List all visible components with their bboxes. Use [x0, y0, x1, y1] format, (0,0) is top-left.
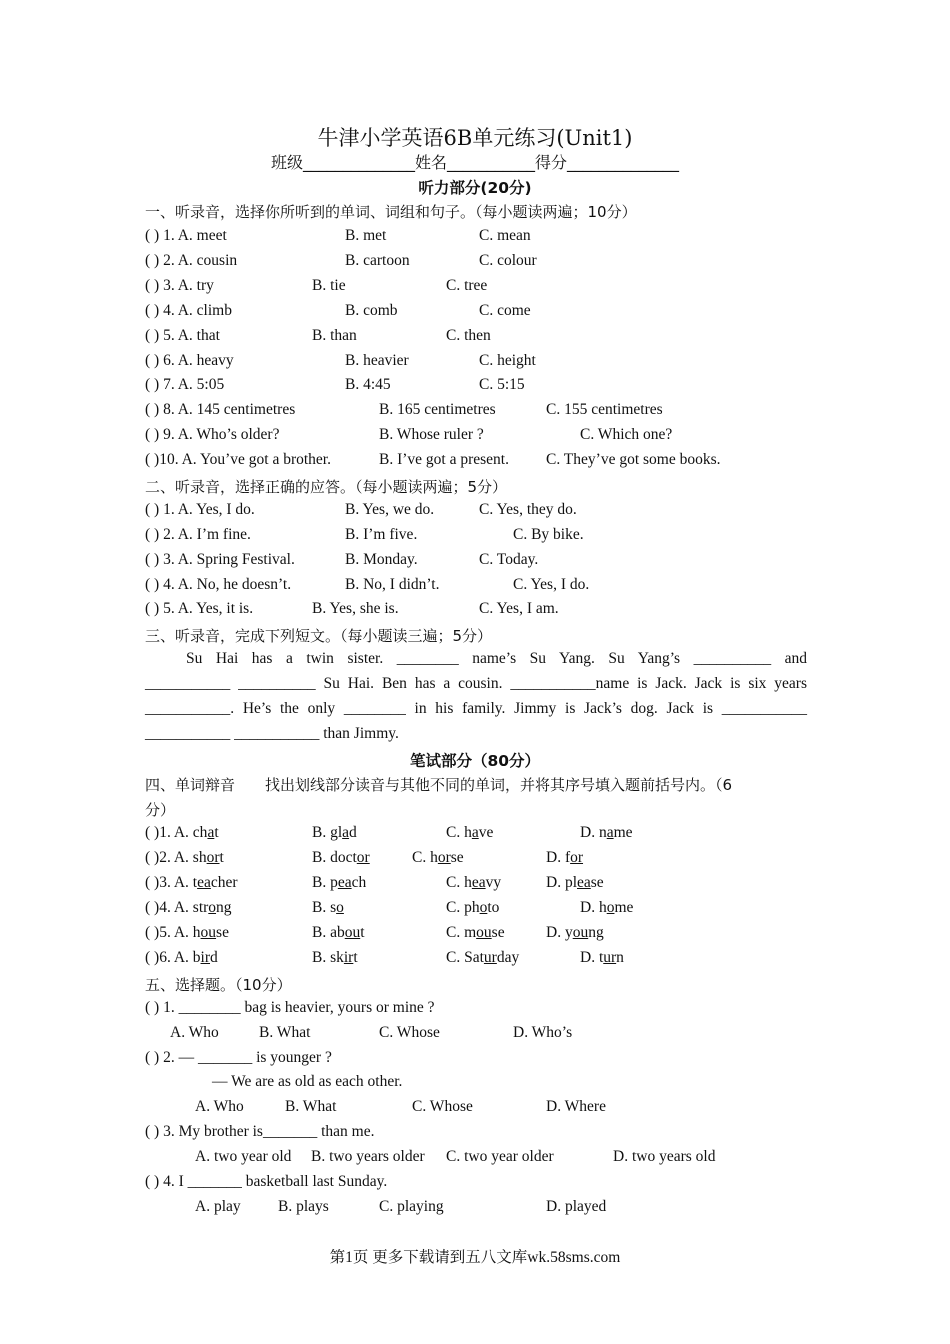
option-a: ( ) 9. A. Who’s older?	[145, 426, 280, 443]
option-c: C. 5:15	[479, 376, 525, 393]
option-b: B. I’ve got a present.	[379, 451, 509, 468]
option-c: C. then	[446, 327, 491, 344]
part2-question	[0, 501, 950, 525]
part1-question	[0, 352, 950, 376]
option-b: B. Monday.	[345, 551, 418, 568]
option-c: C. They’ve got some books.	[546, 451, 721, 468]
option-b: B. cartoon	[345, 252, 410, 269]
part2-question	[0, 576, 950, 600]
option-a: ( ) 3. A. Spring Festival.	[145, 551, 295, 568]
option-b: B. What	[259, 1024, 311, 1041]
option-b: B. plays	[278, 1198, 329, 1215]
option-a: ( )4. A. strong	[145, 899, 232, 916]
option-a: A. Who	[195, 1098, 244, 1115]
option-c: C. Yes, I do.	[513, 576, 590, 593]
option-b: B. about	[312, 924, 365, 941]
option-c: C. 155 centimetres	[546, 401, 663, 418]
part2-question	[0, 526, 950, 550]
option-b: B. than	[312, 327, 357, 344]
option-a: ( ) 5. A. Yes, it is.	[145, 600, 254, 617]
option-c: C. playing	[379, 1198, 444, 1215]
part4-question	[0, 949, 950, 973]
option-c: C. tree	[446, 277, 488, 294]
part2-question	[0, 551, 950, 575]
option-c: C. Yes, I am.	[479, 600, 559, 617]
part4-instruction: 找出划线部分读音与其他不同的单词，并将其序号填入题前括号内。（6	[265, 776, 733, 794]
part1-question	[0, 327, 950, 351]
option-a: ( ) 5. A. that	[145, 327, 220, 344]
option-c: C. Whose	[412, 1098, 473, 1115]
option-d: D. for	[546, 849, 584, 866]
part2-heading: 二、听录音，选择正确的应答。（每小题读两遍；5分）	[145, 478, 508, 496]
option-c: C. mean	[479, 227, 531, 244]
option-b: B. Yes, we do.	[345, 501, 435, 518]
option-b: B. met	[345, 227, 387, 244]
part5-options	[0, 1024, 950, 1048]
page-footer: 第1页 更多下载请到五八文库wk.58sms.com	[329, 1249, 621, 1266]
option-d: D. name	[580, 824, 633, 841]
part5-options	[0, 1098, 950, 1122]
option-a: ( )2. A. short	[145, 849, 224, 866]
option-a: ( ) 4. A. climb	[145, 302, 232, 319]
option-c: C. By bike.	[513, 526, 584, 543]
option-c: C. have	[446, 824, 494, 841]
option-c: C. Whose	[379, 1024, 440, 1041]
question-stem: ( ) 3. My brother is_______ than me.	[145, 1123, 375, 1140]
option-a: A. two year old	[195, 1148, 292, 1165]
question-stem: ( ) 4. I _______ basketball last Sunday.	[145, 1173, 388, 1190]
part5-options	[0, 1148, 950, 1172]
part1-heading: 一、听录音，选择你所听到的单词、词组和句子。（每小题读两遍；10分）	[145, 203, 637, 221]
passage-line: ___________ ___________ than Jimmy.	[145, 725, 399, 742]
option-b: B. No, I didn’t.	[345, 576, 440, 593]
part4-question	[0, 874, 950, 898]
option-d: D. Who’s	[513, 1024, 573, 1041]
listening-section-heading: 听力部分(20分)	[418, 179, 532, 197]
option-c: C. photo	[446, 899, 500, 916]
option-c: C. colour	[479, 252, 537, 269]
option-b: B. tie	[312, 277, 346, 294]
option-a: ( ) 1. A. meet	[145, 227, 227, 244]
option-b: B. Yes, she is.	[312, 600, 399, 617]
part4-question	[0, 899, 950, 923]
option-a: ( ) 1. A. Yes, I do.	[145, 501, 255, 518]
option-a: ( ) 2. A. I’m fine.	[145, 526, 251, 543]
part1-question	[0, 227, 950, 251]
part1-question	[0, 376, 950, 400]
option-a: ( ) 2. A. cousin	[145, 252, 238, 269]
option-c: C. height	[479, 352, 536, 369]
option-c: C. Yes, they do.	[479, 501, 577, 518]
question-stem: ( ) 2. — _______ is younger ?	[145, 1049, 332, 1066]
option-a: ( ) 7. A. 5:05	[145, 376, 225, 393]
option-a: A. Who	[170, 1024, 219, 1041]
option-b: B. heavier	[345, 352, 409, 369]
part4-question	[0, 849, 950, 873]
option-b: B. so	[312, 899, 344, 916]
option-a: ( ) 3. A. try	[145, 277, 214, 294]
part4-heading-label: 四、单词辩音	[145, 776, 236, 794]
passage-line: Su Hai has a twin sister. ________ name’s Su Yang. Su Yang’s __________ and	[186, 650, 807, 667]
option-a: ( )1. A. chat	[145, 824, 219, 841]
option-b: B. 165 centimetres	[379, 401, 496, 418]
option-a: ( )5. A. house	[145, 924, 229, 941]
dialogue-reply: — We are as old as each other.	[212, 1073, 403, 1090]
option-d: D. two years old	[613, 1148, 716, 1165]
part1-question	[0, 401, 950, 425]
option-b: B. What	[285, 1098, 337, 1115]
passage-line: ___________. He’s the only ________ in his family. Jimmy is Jack’s dog. Jack is ___________	[145, 700, 807, 717]
part1-question	[0, 426, 950, 450]
option-d: D. young	[546, 924, 604, 941]
part3-heading: 三、听录音，完成下列短文。（每小题读三遍；5分）	[145, 627, 493, 645]
part4-question	[0, 824, 950, 848]
part4-instruction-cont: 分）	[145, 801, 176, 819]
page-title: 牛津小学英语6B单元练习(Unit1)	[317, 126, 633, 150]
option-b: B. doctor	[312, 849, 370, 866]
option-b: B. Whose ruler ?	[379, 426, 484, 443]
part2-question	[0, 600, 950, 624]
part1-question	[0, 451, 950, 475]
option-d: D. played	[546, 1198, 607, 1215]
option-a: ( )6. A. bird	[145, 949, 218, 966]
option-c: C. horse	[412, 849, 464, 866]
option-a: ( )10. A. You’ve got a brother.	[145, 451, 331, 468]
question-stem: ( ) 1. ________ bag is heavier, yours or mine ?	[145, 999, 435, 1016]
option-b: B. I’m five.	[345, 526, 418, 543]
student-info-line: 班级______________姓名___________得分______________	[270, 153, 679, 172]
option-a: ( ) 6. A. heavy	[145, 352, 234, 369]
option-b: B. skirt	[312, 949, 358, 966]
passage-line: ___________ __________ Su Hai. Ben has a cousin. ___________name is Jack. Jack is six years	[145, 675, 807, 692]
option-c: C. mouse	[446, 924, 505, 941]
option-d: D. please	[546, 874, 604, 891]
option-a: ( ) 8. A. 145 centimetres	[145, 401, 296, 418]
written-section-heading: 笔试部分（80分）	[409, 752, 541, 770]
option-c: C. Saturday	[446, 949, 520, 966]
option-d: D. Where	[546, 1098, 606, 1115]
part1-question	[0, 252, 950, 276]
option-b: B. two years older	[311, 1148, 425, 1165]
option-a: ( ) 4. A. No, he doesn’t.	[145, 576, 292, 593]
option-c: C. two year older	[446, 1148, 554, 1165]
option-b: B. peach	[312, 874, 367, 891]
option-c: C. come	[479, 302, 531, 319]
option-c: C. heavy	[446, 874, 502, 891]
part4-heading	[145, 774, 235, 795]
option-c: C. Which one?	[580, 426, 673, 443]
option-c: C. Today.	[479, 551, 539, 568]
option-b: B. 4:45	[345, 376, 391, 393]
part1-question	[0, 302, 950, 326]
option-a: A. play	[195, 1198, 241, 1215]
option-a: ( )3. A. teacher	[145, 874, 238, 891]
part5-options	[0, 1198, 950, 1222]
option-b: B. comb	[345, 302, 398, 319]
option-d: D. turn	[580, 949, 624, 966]
part1-question	[0, 277, 950, 301]
part5-heading: 五、选择题。（10分）	[145, 976, 292, 994]
option-d: D. home	[580, 899, 634, 916]
option-b: B. glad	[312, 824, 357, 841]
part4-question	[0, 924, 950, 948]
